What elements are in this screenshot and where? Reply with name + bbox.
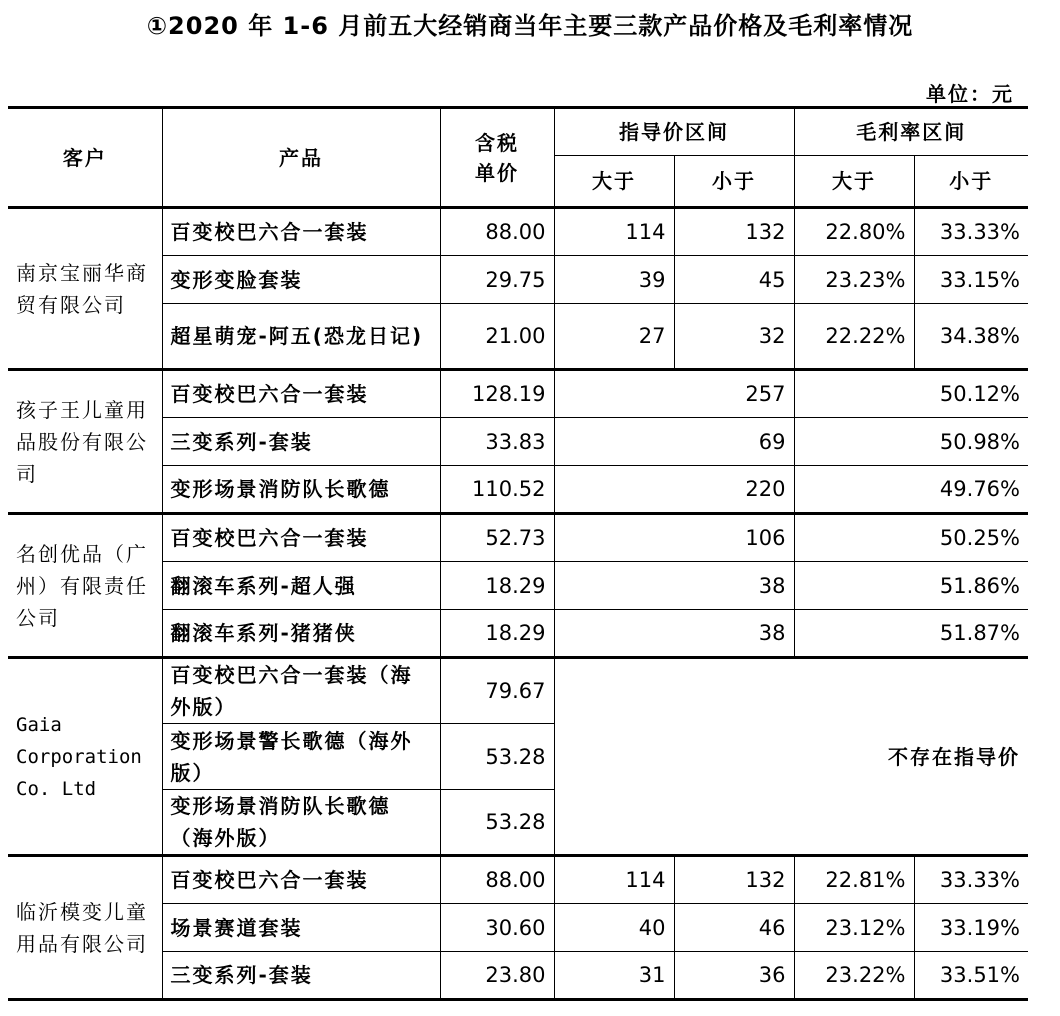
page-title: ①2020 年 1-6 月前五大经销商当年主要三款产品价格及毛利率情况 (146, 12, 914, 40)
unit-label: 单位：元 (926, 82, 1014, 106)
price-cell: 18.29 (440, 610, 554, 658)
price-cell: 79.67 (440, 658, 554, 724)
header-price-line1: 含税 (475, 130, 519, 155)
header-product: 产品 (162, 108, 440, 208)
guide-lt-cell: 36 (674, 952, 794, 1000)
product-cell: 变形场景警长歌德（海外版） (162, 724, 440, 790)
margin-cell: 51.86% (794, 562, 1028, 610)
guide-cell: 38 (554, 562, 794, 610)
header-margin-gt: 大于 (794, 156, 914, 208)
product-cell: 翻滚车系列-超人强 (162, 562, 440, 610)
product-cell: 三变系列-套装 (162, 418, 440, 466)
product-cell: 百变校巴六合一套装 (162, 370, 440, 418)
margin-gt-cell: 22.80% (794, 208, 914, 256)
table-row (8, 208, 1028, 256)
header-guide-gt: 大于 (554, 156, 674, 208)
guide-gt-cell: 114 (554, 208, 674, 256)
price-margin-table (8, 106, 1028, 1001)
guide-cell: 69 (554, 418, 794, 466)
guide-gt-cell: 114 (554, 856, 674, 904)
margin-cell: 49.76% (794, 466, 1028, 514)
header-price (440, 108, 554, 208)
customer-cell: 名创优品（广州）有限责任公司 (8, 514, 162, 658)
customer-cell: Gaia Corporation Co. Ltd (8, 658, 162, 856)
guide-cell: 106 (554, 514, 794, 562)
margin-gt-cell: 23.23% (794, 256, 914, 304)
price-cell: 52.73 (440, 514, 554, 562)
customer-cell: 南京宝丽华商贸有限公司 (8, 208, 162, 370)
product-cell: 变形变脸套装 (162, 256, 440, 304)
header-margin-lt: 小于 (914, 156, 1028, 208)
header-guide-range: 指导价区间 (554, 108, 794, 156)
price-cell: 30.60 (440, 904, 554, 952)
guide-gt-cell: 40 (554, 904, 674, 952)
guide-lt-cell: 45 (674, 256, 794, 304)
table-row (8, 658, 1028, 724)
guide-lt-cell: 132 (674, 856, 794, 904)
header-guide-lt: 小于 (674, 156, 794, 208)
product-cell: 百变校巴六合一套装（海外版） (162, 658, 440, 724)
price-cell: 18.29 (440, 562, 554, 610)
guide-cell: 257 (554, 370, 794, 418)
no-guide-price-cell: 不存在指导价 (554, 658, 1028, 856)
price-cell: 33.83 (440, 418, 554, 466)
header-margin-range: 毛利率区间 (794, 108, 1028, 156)
margin-cell: 50.12% (794, 370, 1028, 418)
margin-gt-cell: 22.22% (794, 304, 914, 370)
product-cell: 百变校巴六合一套装 (162, 856, 440, 904)
price-cell: 53.28 (440, 724, 554, 790)
product-cell: 三变系列-套装 (162, 952, 440, 1000)
product-cell: 变形场景消防队长歌德（海外版） (162, 790, 440, 856)
guide-lt-cell: 132 (674, 208, 794, 256)
product-cell: 百变校巴六合一套装 (162, 514, 440, 562)
margin-gt-cell: 23.22% (794, 952, 914, 1000)
guide-cell: 38 (554, 610, 794, 658)
price-cell: 88.00 (440, 208, 554, 256)
guide-gt-cell: 31 (554, 952, 674, 1000)
product-cell: 变形场景消防队长歌德 (162, 466, 440, 514)
margin-lt-cell: 34.38% (914, 304, 1028, 370)
margin-gt-cell: 23.12% (794, 904, 914, 952)
product-cell: 场景赛道套装 (162, 904, 440, 952)
guide-gt-cell: 27 (554, 304, 674, 370)
table-row (8, 370, 1028, 418)
margin-lt-cell: 33.51% (914, 952, 1028, 1000)
margin-lt-cell: 33.15% (914, 256, 1028, 304)
table-row (8, 856, 1028, 904)
guide-lt-cell: 32 (674, 304, 794, 370)
margin-gt-cell: 22.81% (794, 856, 914, 904)
price-cell: 88.00 (440, 856, 554, 904)
table-row (8, 514, 1028, 562)
product-cell: 百变校巴六合一套装 (162, 208, 440, 256)
price-cell: 21.00 (440, 304, 554, 370)
customer-cell: 临沂模变儿童用品有限公司 (8, 856, 162, 1000)
margin-lt-cell: 33.33% (914, 856, 1028, 904)
margin-cell: 50.25% (794, 514, 1028, 562)
margin-cell: 51.87% (794, 610, 1028, 658)
price-cell: 23.80 (440, 952, 554, 1000)
price-cell: 53.28 (440, 790, 554, 856)
customer-cell: 孩子王儿童用品股份有限公司 (8, 370, 162, 514)
guide-gt-cell: 39 (554, 256, 674, 304)
header-customer: 客户 (8, 108, 162, 208)
header-price-line2: 单价 (475, 160, 519, 185)
guide-lt-cell: 46 (674, 904, 794, 952)
price-cell: 128.19 (440, 370, 554, 418)
guide-cell: 220 (554, 466, 794, 514)
margin-cell: 50.98% (794, 418, 1028, 466)
margin-lt-cell: 33.19% (914, 904, 1028, 952)
product-cell: 翻滚车系列-猪猪侠 (162, 610, 440, 658)
price-cell: 110.52 (440, 466, 554, 514)
product-cell: 超星萌宠-阿五(恐龙日记) (162, 304, 440, 370)
price-cell: 29.75 (440, 256, 554, 304)
margin-lt-cell: 33.33% (914, 208, 1028, 256)
